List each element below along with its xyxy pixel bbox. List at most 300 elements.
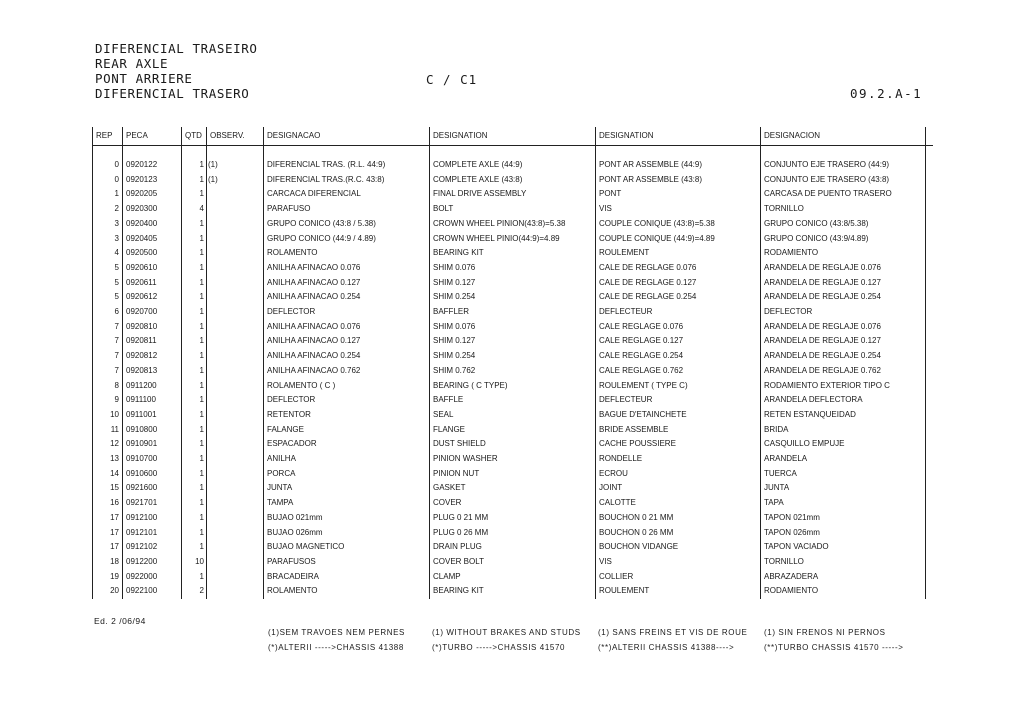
cell-qtd: 1 — [182, 408, 207, 423]
cell-qtd: 1 — [182, 276, 207, 291]
cell-peca: 0912100 — [123, 511, 182, 526]
cell-en: FLANGE — [430, 423, 596, 438]
cell-es: CASQUILLO EMPUJE — [761, 437, 926, 452]
cell-peca: 0920205 — [123, 187, 182, 202]
cell-en: BEARING ( C TYPE) — [430, 379, 596, 394]
cell-peca: 0920300 — [123, 202, 182, 217]
cell-pt: ROLAMENTO — [264, 584, 430, 599]
cell-obs — [207, 408, 264, 423]
footnote-2-portuguese: (*)ALTERII ----->CHASSIS 41388 — [268, 643, 404, 652]
cell-obs — [207, 305, 264, 320]
cell-obs — [207, 467, 264, 482]
table-row — [93, 246, 933, 261]
cell-rep: 16 — [93, 496, 123, 511]
cell-obs — [207, 452, 264, 467]
row-end-border — [926, 393, 933, 408]
cell-qtd: 1 — [182, 187, 207, 202]
cell-pt: PARAFUSO — [264, 202, 430, 217]
cell-qtd: 1 — [182, 349, 207, 364]
row-end-border — [926, 496, 933, 511]
cell-fr: PONT AR ASSEMBLE (44:9) — [596, 158, 761, 173]
cell-es: ABRAZADERA — [761, 570, 926, 585]
footnote-1-portuguese: (1)SEM TRAVOES NEM PERNES — [268, 628, 405, 637]
cell-fr: COUPLE CONIQUE (44:9)=4.89 — [596, 232, 761, 247]
row-end-border — [926, 408, 933, 423]
table-row — [93, 496, 933, 511]
table-row — [93, 276, 933, 291]
table-row — [93, 452, 933, 467]
cell-pt: BUJAO MAGNETICO — [264, 540, 430, 555]
cell-es: TAPA — [761, 496, 926, 511]
cell-obs — [207, 393, 264, 408]
cell-peca: 0910800 — [123, 423, 182, 438]
cell-es: TORNILLO — [761, 555, 926, 570]
cell-peca: 0920813 — [123, 364, 182, 379]
row-end-border — [926, 452, 933, 467]
cell-obs — [207, 261, 264, 276]
cell-es: TAPON 026mm — [761, 526, 926, 541]
col-header-qtd: QTD — [182, 127, 207, 146]
cell-en: CROWN WHEEL PINION(43:8)=5.38 — [430, 217, 596, 232]
cell-en: SHIM 0.076 — [430, 261, 596, 276]
table-row — [93, 217, 933, 232]
cell-rep: 5 — [93, 261, 123, 276]
row-end-border — [926, 526, 933, 541]
cell-qtd: 1 — [182, 334, 207, 349]
page-title-block — [95, 41, 258, 101]
cell-en: PINION NUT — [430, 467, 596, 482]
cell-qtd: 4 — [182, 202, 207, 217]
cell-obs — [207, 246, 264, 261]
cell-obs — [207, 202, 264, 217]
cell-es: TORNILLO — [761, 202, 926, 217]
cell-peca: 0920611 — [123, 276, 182, 291]
cell-qtd: 1 — [182, 511, 207, 526]
cell-fr: VIS — [596, 202, 761, 217]
cell-rep: 8 — [93, 379, 123, 394]
group-code: C / C1 — [426, 72, 478, 87]
cell-fr: ROULEMENT — [596, 584, 761, 599]
cell-en: GASKET — [430, 481, 596, 496]
cell-rep: 18 — [93, 555, 123, 570]
cell-peca: 0920405 — [123, 232, 182, 247]
cell-en: SEAL — [430, 408, 596, 423]
table-row — [93, 173, 933, 188]
cell-qtd: 1 — [182, 467, 207, 482]
cell-fr: DEFLECTEUR — [596, 393, 761, 408]
row-end-border — [926, 187, 933, 202]
cell-fr: CALE REGLAGE 0.254 — [596, 349, 761, 364]
table-right-border — [926, 127, 933, 146]
cell-en: BEARING KIT — [430, 584, 596, 599]
cell-en: COMPLETE AXLE (43:8) — [430, 173, 596, 188]
cell-rep: 6 — [93, 305, 123, 320]
cell-en: BEARING KIT — [430, 246, 596, 261]
cell-fr: CALE REGLAGE 0.762 — [596, 364, 761, 379]
table-row — [93, 305, 933, 320]
row-end-border — [926, 290, 933, 305]
col-header-designacao: DESIGNACAO — [264, 127, 430, 146]
row-end-border — [926, 423, 933, 438]
cell-peca: 0911100 — [123, 393, 182, 408]
cell-pt: ROLAMENTO — [264, 246, 430, 261]
cell-rep: 14 — [93, 467, 123, 482]
table-row — [93, 393, 933, 408]
cell-pt: CARCACA DIFERENCIAL — [264, 187, 430, 202]
cell-obs — [207, 187, 264, 202]
row-end-border — [926, 349, 933, 364]
footnote-1-spanish: (1) SIN FRENOS NI PERNOS — [764, 628, 886, 637]
cell-pt: ROLAMENTO ( C ) — [264, 379, 430, 394]
row-end-border — [926, 584, 933, 599]
cell-peca: 0912200 — [123, 555, 182, 570]
footnote-1-english: (1) WITHOUT BRAKES AND STUDS — [432, 628, 581, 637]
cell-en: SHIM 0.127 — [430, 276, 596, 291]
cell-obs — [207, 290, 264, 305]
cell-obs — [207, 334, 264, 349]
cell-rep: 7 — [93, 349, 123, 364]
table-row — [93, 202, 933, 217]
row-end-border — [926, 540, 933, 555]
row-end-border — [926, 320, 933, 335]
cell-en: COVER BOLT — [430, 555, 596, 570]
table-spacer-row — [93, 146, 933, 159]
cell-rep: 3 — [93, 217, 123, 232]
cell-pt: BUJAO 026mm — [264, 526, 430, 541]
cell-en: SHIM 0.254 — [430, 349, 596, 364]
cell-es: ARANDELA DE REGLAJE 0.254 — [761, 290, 926, 305]
col-header-designation-fr: DESIGNATION — [596, 127, 761, 146]
cell-qtd: 1 — [182, 320, 207, 335]
cell-en: SHIM 0.076 — [430, 320, 596, 335]
table-row — [93, 437, 933, 452]
row-end-border — [926, 173, 933, 188]
cell-rep: 1 — [93, 187, 123, 202]
cell-obs — [207, 364, 264, 379]
cell-pt: GRUPO CONICO (43:8 / 5.38) — [264, 217, 430, 232]
cell-pt: TAMPA — [264, 496, 430, 511]
cell-fr: DEFLECTEUR — [596, 305, 761, 320]
cell-qtd: 1 — [182, 173, 207, 188]
cell-pt: ANILHA AFINACAO 0.127 — [264, 276, 430, 291]
cell-es: RODAMIENTO EXTERIOR TIPO C — [761, 379, 926, 394]
cell-fr: ROULEMENT ( TYPE C) — [596, 379, 761, 394]
cell-qtd: 1 — [182, 481, 207, 496]
cell-obs: (1) — [207, 158, 264, 173]
cell-fr: CALOTTE — [596, 496, 761, 511]
cell-fr: CALE DE REGLAGE 0.127 — [596, 276, 761, 291]
title-portuguese: DIFERENCIAL TRASEIRO — [95, 41, 258, 56]
table-row — [93, 290, 933, 305]
cell-peca: 0920811 — [123, 334, 182, 349]
cell-pt: ANILHA AFINACAO 0.254 — [264, 349, 430, 364]
row-end-border — [926, 261, 933, 276]
cell-es: ARANDELA DE REGLAJE 0.762 — [761, 364, 926, 379]
cell-peca: 0920612 — [123, 290, 182, 305]
cell-pt: DIFERENCIAL TRAS. (R.L. 44:9) — [264, 158, 430, 173]
table-row — [93, 526, 933, 541]
cell-es: GRUPO CONICO (43:8/5.38) — [761, 217, 926, 232]
table-row — [93, 584, 933, 599]
cell-en: SHIM 0.762 — [430, 364, 596, 379]
cell-obs — [207, 540, 264, 555]
cell-es: CONJUNTO EJE TRASERO (44:9) — [761, 158, 926, 173]
cell-es: CONJUNTO EJE TRASERO (43:8) — [761, 173, 926, 188]
table-row — [93, 408, 933, 423]
row-end-border — [926, 379, 933, 394]
cell-peca: 0920122 — [123, 158, 182, 173]
cell-fr: BAGUE D'ETAINCHETE — [596, 408, 761, 423]
table-body — [93, 146, 933, 600]
cell-rep: 7 — [93, 320, 123, 335]
cell-rep: 5 — [93, 290, 123, 305]
table-row — [93, 187, 933, 202]
cell-obs — [207, 496, 264, 511]
table-row — [93, 349, 933, 364]
cell-qtd: 1 — [182, 540, 207, 555]
title-english: REAR AXLE — [95, 56, 169, 71]
cell-pt: DIFERENCIAL TRAS.(R.C. 43:8) — [264, 173, 430, 188]
cell-peca: 0912102 — [123, 540, 182, 555]
cell-rep: 5 — [93, 276, 123, 291]
cell-en: BAFFLE — [430, 393, 596, 408]
cell-fr: BOUCHON VIDANGE — [596, 540, 761, 555]
cell-fr: CALE REGLAGE 0.076 — [596, 320, 761, 335]
row-end-border — [926, 570, 933, 585]
row-end-border — [926, 232, 933, 247]
footnote-line-1 — [268, 628, 886, 637]
col-header-designacion: DESIGNACION — [761, 127, 926, 146]
cell-pt: ANILHA — [264, 452, 430, 467]
cell-fr: ROULEMENT — [596, 246, 761, 261]
cell-fr: RONDELLE — [596, 452, 761, 467]
cell-pt: ANILHA AFINACAO 0.076 — [264, 261, 430, 276]
row-end-border — [926, 246, 933, 261]
cell-obs — [207, 481, 264, 496]
cell-obs — [207, 584, 264, 599]
table-row — [93, 232, 933, 247]
cell-obs — [207, 379, 264, 394]
cell-pt: ANILHA AFINACAO 0.762 — [264, 364, 430, 379]
cell-peca: 0920500 — [123, 246, 182, 261]
cell-obs — [207, 232, 264, 247]
cell-rep: 13 — [93, 452, 123, 467]
cell-fr: CACHE POUSSIERE — [596, 437, 761, 452]
cell-en: COVER — [430, 496, 596, 511]
cell-peca: 0922000 — [123, 570, 182, 585]
cell-rep: 4 — [93, 246, 123, 261]
cell-fr: COUPLE CONIQUE (43:8)=5.38 — [596, 217, 761, 232]
table-row — [93, 364, 933, 379]
col-header-rep: REP — [93, 127, 123, 146]
cell-qtd: 1 — [182, 290, 207, 305]
table-row — [93, 379, 933, 394]
cell-pt: BUJAO 021mm — [264, 511, 430, 526]
cell-obs — [207, 526, 264, 541]
cell-en: COMPLETE AXLE (44:9) — [430, 158, 596, 173]
cell-peca: 0920812 — [123, 349, 182, 364]
cell-qtd: 1 — [182, 158, 207, 173]
cell-pt: JUNTA — [264, 481, 430, 496]
row-end-border — [926, 481, 933, 496]
cell-peca: 0920700 — [123, 305, 182, 320]
col-header-peca: PECA — [123, 127, 182, 146]
edition-date: Ed. 2 /06/94 — [94, 616, 146, 626]
cell-qtd: 1 — [182, 246, 207, 261]
cell-obs — [207, 570, 264, 585]
cell-qtd: 1 — [182, 305, 207, 320]
col-header-designation-en: DESIGNATION — [430, 127, 596, 146]
cell-qtd: 1 — [182, 261, 207, 276]
cell-en: BAFFLER — [430, 305, 596, 320]
cell-es: TAPON 021mm — [761, 511, 926, 526]
cell-qtd: 1 — [182, 364, 207, 379]
cell-fr: BOUCHON 0 21 MM — [596, 511, 761, 526]
cell-qtd: 1 — [182, 437, 207, 452]
cell-peca: 0920123 — [123, 173, 182, 188]
cell-peca: 0910700 — [123, 452, 182, 467]
cell-peca: 0912101 — [123, 526, 182, 541]
row-end-border — [926, 276, 933, 291]
cell-rep: 9 — [93, 393, 123, 408]
cell-rep: 19 — [93, 570, 123, 585]
cell-peca: 0920810 — [123, 320, 182, 335]
cell-pt: GRUPO CONICO (44:9 / 4.89) — [264, 232, 430, 247]
cell-es: TUERCA — [761, 467, 926, 482]
title-french: PONT ARRIERE — [95, 71, 193, 86]
cell-fr: CALE DE REGLAGE 0.076 — [596, 261, 761, 276]
cell-en: PLUG 0 26 MM — [430, 526, 596, 541]
cell-fr: PONT AR ASSEMBLE (43:8) — [596, 173, 761, 188]
cell-rep: 10 — [93, 408, 123, 423]
cell-rep: 7 — [93, 334, 123, 349]
parts-list-sheet — [92, 127, 932, 599]
cell-qtd: 1 — [182, 379, 207, 394]
row-end-border — [926, 555, 933, 570]
cell-obs — [207, 320, 264, 335]
cell-es: BRIDA — [761, 423, 926, 438]
cell-peca: 0920400 — [123, 217, 182, 232]
cell-es: TAPON VACIADO — [761, 540, 926, 555]
title-spanish: DIFERENCIAL TRASERO — [95, 86, 250, 101]
row-end-border — [926, 305, 933, 320]
table-row — [93, 158, 933, 173]
cell-obs — [207, 217, 264, 232]
cell-peca: 0922100 — [123, 584, 182, 599]
cell-fr: BRIDE ASSEMBLE — [596, 423, 761, 438]
cell-rep: 15 — [93, 481, 123, 496]
table-row — [93, 334, 933, 349]
row-end-border — [926, 437, 933, 452]
page-reference: 09.2.A-1 — [850, 86, 923, 101]
cell-fr: ECROU — [596, 467, 761, 482]
cell-es: ARANDELA DE REGLAJE 0.076 — [761, 261, 926, 276]
cell-es: ARANDELA DEFLECTORA — [761, 393, 926, 408]
cell-es: ARANDELA DE REGLAJE 0.127 — [761, 334, 926, 349]
cell-en: PINION WASHER — [430, 452, 596, 467]
cell-pt: ANILHA AFINACAO 0.254 — [264, 290, 430, 305]
table-row — [93, 261, 933, 276]
footnote-2-french: (**)ALTERII CHASSIS 41388----> — [598, 643, 735, 652]
cell-rep: 0 — [93, 158, 123, 173]
table-row — [93, 423, 933, 438]
cell-qtd: 1 — [182, 217, 207, 232]
cell-obs — [207, 555, 264, 570]
table-row — [93, 320, 933, 335]
cell-rep: 17 — [93, 540, 123, 555]
table-row — [93, 511, 933, 526]
footnote-2-spanish: (**)TURBO CHASSIS 41570 -----> — [764, 643, 904, 652]
cell-obs — [207, 511, 264, 526]
cell-peca: 0921701 — [123, 496, 182, 511]
footnote-1-french: (1) SANS FREINS ET VIS DE ROUE — [598, 628, 748, 637]
cell-en: PLUG 0 21 MM — [430, 511, 596, 526]
cell-es: CARCASA DE PUENTO TRASERO — [761, 187, 926, 202]
cell-qtd: 2 — [182, 584, 207, 599]
cell-rep: 12 — [93, 437, 123, 452]
cell-qtd: 1 — [182, 570, 207, 585]
cell-pt: ANILHA AFINACAO 0.127 — [264, 334, 430, 349]
row-end-border — [926, 158, 933, 173]
table-row — [93, 555, 933, 570]
cell-rep: 11 — [93, 423, 123, 438]
cell-en: DUST SHIELD — [430, 437, 596, 452]
cell-pt: PARAFUSOS — [264, 555, 430, 570]
cell-rep: 17 — [93, 511, 123, 526]
cell-pt: ANILHA AFINACAO 0.076 — [264, 320, 430, 335]
cell-peca: 0921600 — [123, 481, 182, 496]
cell-fr: BOUCHON 0 26 MM — [596, 526, 761, 541]
cell-qtd: 1 — [182, 232, 207, 247]
cell-pt: DEFLECTOR — [264, 393, 430, 408]
cell-es: ARANDELA DE REGLAJE 0.076 — [761, 320, 926, 335]
cell-en: BOLT — [430, 202, 596, 217]
cell-peca: 0910901 — [123, 437, 182, 452]
cell-fr: CALE REGLAGE 0.127 — [596, 334, 761, 349]
cell-rep: 17 — [93, 526, 123, 541]
table-row — [93, 481, 933, 496]
table-header-row — [93, 127, 933, 146]
cell-obs — [207, 349, 264, 364]
row-end-border — [926, 511, 933, 526]
cell-obs — [207, 276, 264, 291]
cell-rep: 20 — [93, 584, 123, 599]
cell-pt: DEFLECTOR — [264, 305, 430, 320]
cell-qtd: 1 — [182, 452, 207, 467]
row-end-border — [926, 467, 933, 482]
cell-pt: PORCA — [264, 467, 430, 482]
parts-table — [92, 127, 933, 599]
row-end-border — [926, 202, 933, 217]
cell-obs: (1) — [207, 173, 264, 188]
cell-obs — [207, 437, 264, 452]
cell-en: SHIM 0.127 — [430, 334, 596, 349]
table-row — [93, 540, 933, 555]
cell-qtd: 1 — [182, 496, 207, 511]
cell-qtd: 1 — [182, 423, 207, 438]
cell-es: RODAMIENTO — [761, 584, 926, 599]
cell-en: SHIM 0.254 — [430, 290, 596, 305]
cell-en: FINAL DRIVE ASSEMBLY — [430, 187, 596, 202]
cell-peca: 0920610 — [123, 261, 182, 276]
cell-es: RETEN ESTANQUEIDAD — [761, 408, 926, 423]
cell-es: GRUPO CONICO (43:9/4.89) — [761, 232, 926, 247]
cell-rep: 7 — [93, 364, 123, 379]
cell-peca: 0911001 — [123, 408, 182, 423]
cell-fr: VIS — [596, 555, 761, 570]
cell-obs — [207, 423, 264, 438]
cell-fr: PONT — [596, 187, 761, 202]
